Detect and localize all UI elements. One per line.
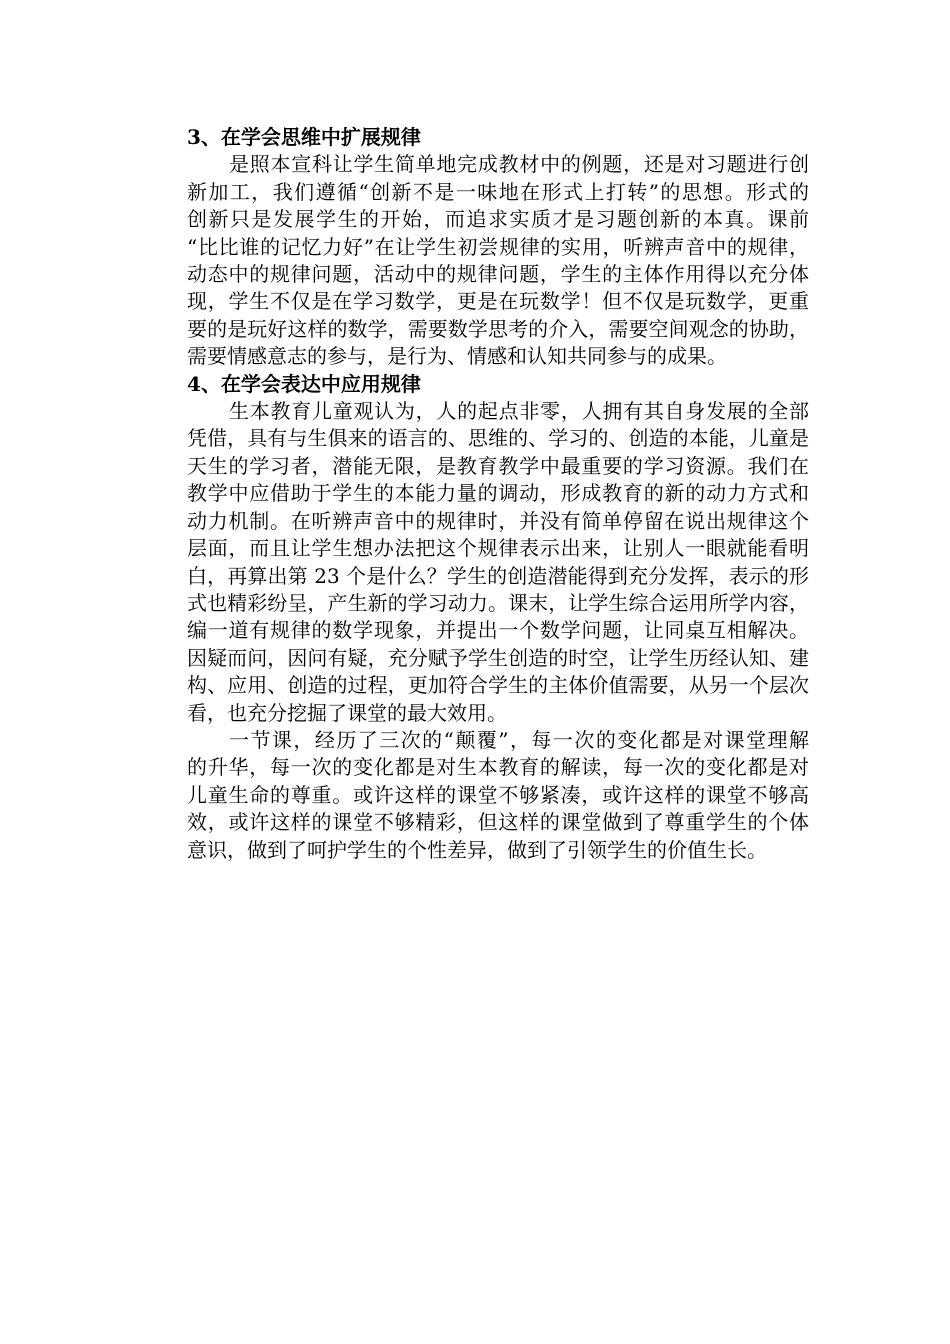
paragraph-line: 因疑而问，因问有疑，充分赋予学生创造的时空，让学生历经认知、建	[187, 645, 809, 670]
paragraph-line: 层面，而且让学生想办法把这个规律表示出来，让别人一眼就能看明	[187, 536, 809, 561]
paragraph-line: 编一道有规律的数学现象，并提出一个数学问题，让同桌互相解决。	[187, 618, 809, 643]
paragraph-line: 创新只是发展学生的开始，而追求实质才是习题创新的本真。课前	[187, 207, 809, 232]
paragraph-line: 儿童生命的尊重。或许这样的课堂不够紧凑，或许这样的课堂不够高	[187, 782, 809, 807]
paragraph-line: 意识，做到了呵护学生的个性差异，做到了引领学生的价值生长。	[187, 837, 767, 862]
section-3-heading: 3、在学会思维中扩展规律	[187, 125, 421, 149]
paragraph-line: 需要情感意志的参与，是行为、情感和认知共同参与的成果。	[187, 344, 727, 369]
paragraph-line: 白，再算出第 23 个是什么？学生的创造潜能得到充分发挥，表示的形	[187, 563, 809, 588]
paragraph-line: “比比谁的记忆力好”在让学生初尝规律的实用，听辨声音中的规律，	[187, 234, 809, 259]
paragraph-line: 动态中的规律问题，活动中的规律问题，学生的主体作用得以充分体	[187, 262, 809, 287]
paragraph-line: 生本教育儿童观认为，人的起点非零，人拥有其自身发展的全部	[229, 399, 809, 424]
paragraph-line: 现，学生不仅是在学习数学，更是在玩数学！但不仅是玩数学，更重	[187, 289, 809, 314]
paragraph-line: 凭借，具有与生俱来的语言的、思维的、学习的、创造的本能，儿童是	[187, 426, 809, 451]
document-body	[145, 124, 809, 864]
paragraph-line: 是照本宣科让学生简单地完成教材中的例题，还是对习题进行创	[229, 152, 809, 177]
paragraph-line: 看，也充分挖掘了课堂的最大效用。	[187, 700, 507, 725]
paragraph-line: 新加工，我们遵循“创新不是一味地在形式上打转”的思想。形式的	[187, 179, 809, 204]
paragraph-line: 天生的学习者，潜能无限，是教育教学中最重要的学习资源。我们在	[187, 453, 809, 478]
paragraph-line: 一节课，经历了三次的“颠覆”，每一次的变化都是对课堂理解	[229, 727, 809, 752]
paragraph-line: 动力机制。在听辨声音中的规律时，并没有简单停留在说出规律这个	[187, 508, 809, 533]
paragraph-line: 效，或许这样的课堂不够精彩，但这样的课堂做到了尊重学生的个体	[187, 810, 809, 835]
section-4-heading: 4、在学会表达中应用规律	[187, 371, 421, 396]
paragraph-line: 要的是玩好这样的数学，需要数学思考的介入，需要空间观念的协助，	[187, 316, 809, 341]
paragraph-line: 教学中应借助于学生的本能力量的调动，形成教育的新的动力方式和	[187, 481, 809, 506]
paragraph-line: 构、应用、创造的过程，更加符合学生的主体价值需要，从另一个层次	[187, 673, 809, 698]
conclusion-paragraph	[145, 727, 809, 864]
section-3-paragraph	[145, 151, 809, 370]
paragraph-line: 式也精彩纷呈，产生新的学习动力。课末，让学生综合运用所学内容，	[187, 590, 809, 615]
paragraph-line: 的升华，每一次的变化都是对生本教育的解读，每一次的变化都是对	[187, 755, 809, 780]
section-4-paragraph	[145, 398, 809, 727]
